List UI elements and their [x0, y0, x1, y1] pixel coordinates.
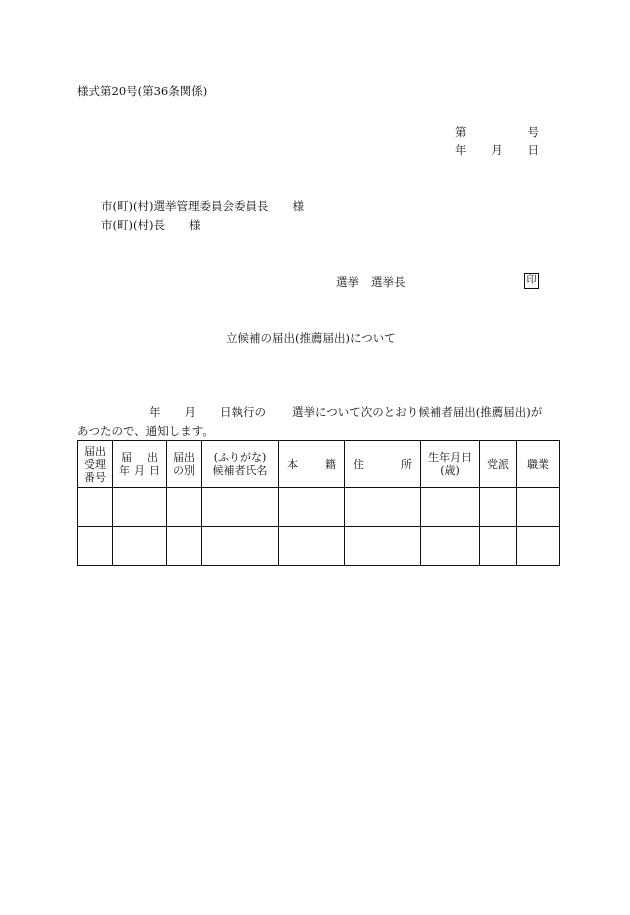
table-cell[interactable] [345, 527, 421, 566]
table-cell[interactable] [421, 488, 480, 527]
table-cell[interactable] [279, 488, 345, 527]
addressee-1: 市(町)(村)選挙管理委員会委員長 [101, 199, 269, 213]
document-number-line [455, 124, 539, 140]
date-line [455, 142, 539, 158]
header-filing-date: 届 出 年 月 日 [113, 441, 167, 488]
addressee-mayor [101, 218, 200, 232]
addressee-1-honorific: 様 [292, 199, 304, 213]
header-receipt-number: 届出 受理 番号 [78, 441, 113, 488]
sender-chief: 選挙長 [371, 275, 406, 289]
table-cell[interactable] [113, 527, 167, 566]
number-prefix: 第 [455, 125, 467, 139]
table-cell[interactable] [279, 527, 345, 566]
table-cell[interactable] [202, 527, 279, 566]
body-line-1 [77, 405, 542, 419]
date-day: 日 [527, 143, 539, 157]
seal-mark: 印 [524, 273, 539, 289]
table-cell[interactable] [78, 488, 113, 527]
table-cell[interactable] [78, 527, 113, 566]
table-cell[interactable] [345, 488, 421, 527]
candidate-table [77, 440, 560, 566]
table-header-row [78, 441, 560, 488]
table-row [78, 527, 560, 566]
addressee-2: 市(町)(村)長 [101, 218, 165, 232]
body-month: 月 [184, 405, 196, 419]
form-number: 様式第20号(第36条関係) [77, 84, 208, 98]
header-occupation: 職業 [517, 441, 560, 488]
addressee-election-committee [101, 199, 304, 213]
sender [336, 275, 406, 289]
header-party: 党派 [480, 441, 517, 488]
table-cell[interactable] [167, 488, 202, 527]
body-day-held: 日執行の [220, 405, 266, 419]
header-filing-kind: 届出 の別 [167, 441, 202, 488]
body-year: 年 [149, 405, 161, 419]
body-main: 選挙について次のとおり候補者届出(推薦届出)が [292, 405, 543, 419]
table-cell[interactable] [167, 527, 202, 566]
table-cell[interactable] [202, 488, 279, 527]
document-subject: 立候補の届出(推薦届出)について [226, 331, 396, 345]
sender-election: 選挙 [336, 275, 359, 289]
date-year: 年 [455, 143, 467, 157]
table-cell[interactable] [421, 527, 480, 566]
table-cell[interactable] [480, 488, 517, 527]
header-address: 住 所 [345, 441, 421, 488]
body-line-2: あつたので、通知します。 [77, 424, 214, 438]
header-candidate-name: (ふりがな) 候補者氏名 [202, 441, 279, 488]
table-cell[interactable] [113, 488, 167, 527]
header-birthdate: 生年月日 (歳) [421, 441, 480, 488]
number-suffix: 号 [527, 125, 539, 139]
table-cell[interactable] [480, 527, 517, 566]
table-row [78, 488, 560, 527]
table-cell[interactable] [517, 488, 560, 527]
addressee-2-honorific: 様 [188, 218, 201, 232]
date-month: 月 [491, 143, 503, 157]
header-honseki: 本 籍 [279, 441, 345, 488]
table-cell[interactable] [517, 527, 560, 566]
